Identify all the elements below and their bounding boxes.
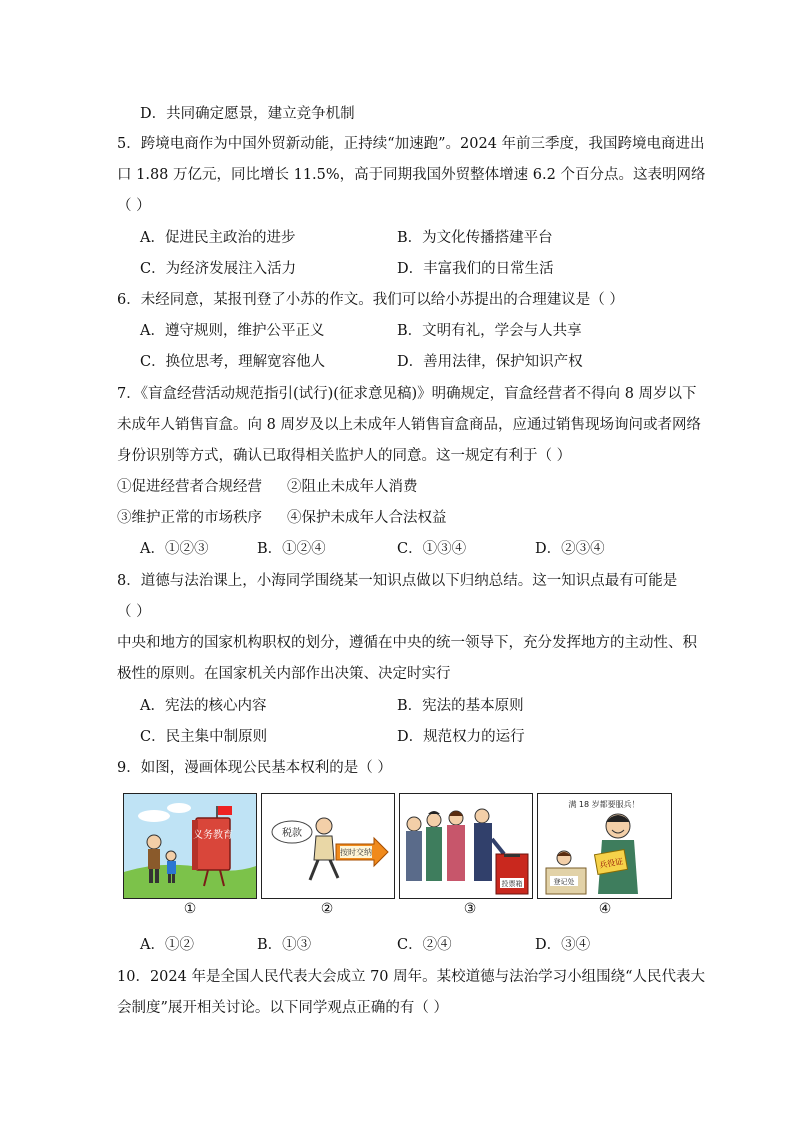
q7-item-3: ③维护正常的市场秩序 (117, 510, 262, 526)
panel-caption-1: ① (183, 901, 197, 917)
q10-stem-line1: 10．2024 年是全国人民代表大会成立 70 周年。某校道德与法治学习小组围绕“人民代表大 (117, 969, 706, 985)
panel-caption-2: ② (320, 901, 334, 917)
q8-option-b: B．宪法的基本原则 (397, 698, 524, 714)
cartoon-military-service-image (538, 794, 671, 898)
q7-stem-line2: 未成年人销售盲盒。向 8 周岁及以上未成年人销售盲盒商品，应通过销售现场询问或者网络 (117, 417, 701, 433)
q8-option-d: D．规范权力的运行 (397, 729, 525, 745)
q5-option-a: A．促进民主政治的进步 (140, 230, 296, 246)
q5-stem-line1: 5．跨境电商作为中国外贸新动能，正持续“加速跑”。2024 年前三季度，我国跨境电商进出 (117, 136, 705, 152)
book-label: 义务教育 (193, 830, 233, 841)
q7-item-2: ②阻止未成年人消费 (287, 479, 418, 495)
q7-item-4: ④保护未成年人合法权益 (287, 510, 447, 526)
q9-stem-line1: 9．如图，漫画体现公民基本权利的是（ ） (117, 760, 392, 776)
q6-option-b: B．文明有礼，学会与人共享 (397, 323, 582, 339)
military-panel-title: 满 18 岁都要服兵！ (568, 800, 640, 809)
q5-stem-line2: 口 1.88 万亿元，同比增长 11.5%，高于同期我国外贸整体增速 6.2 个百分点。这表明网络 (117, 167, 706, 183)
cartoon-tax-image (262, 794, 394, 898)
cartoon-voting-image (400, 794, 532, 898)
q9-option-c: C．②④ (397, 937, 452, 953)
q8-option-c: C．民主集中制原则 (140, 729, 268, 745)
cartoon-education-image (124, 794, 256, 898)
q5-option-d: D．丰富我们的日常生活 (397, 261, 554, 277)
q7-option-b: B．①②④ (257, 541, 326, 557)
cartoon-panel-3 (399, 793, 533, 899)
q6-stem-line1: 6．未经同意，某报刊登了小苏的作文。我们可以给小苏提出的合理建议是（ ） (117, 292, 624, 308)
q6-option-d: D．善用法律，保护知识产权 (397, 354, 583, 370)
registration-desk-label: 登记处 (553, 878, 575, 886)
q6-option-a: A．遵守规则，维护公平正义 (140, 323, 325, 339)
q5-option-b: B．为文化传播搭建平台 (397, 230, 553, 246)
q5-answer-blank: （ ） (117, 198, 151, 214)
tax-bag-label: 税款 (282, 828, 302, 839)
panel-caption-3: ③ (463, 901, 477, 917)
q8-answer-blank: （ ） (117, 604, 151, 620)
ballot-box-label: 投票箱 (501, 880, 523, 888)
q6-option-c: C．换位思考，理解宽容他人 (140, 354, 326, 370)
q8-material-line2: 极性的原则。在国家机关内部作出决策、决定时实行 (117, 666, 451, 682)
q5-option-c: C．为经济发展注入活力 (140, 261, 297, 277)
q7-option-a: A．①②③ (140, 541, 209, 557)
q7-option-d: D．②③④ (535, 541, 605, 557)
q9-option-d: D．③④ (535, 937, 591, 953)
q7-stem-line3: 身份识别等方式，确认已取得相关监护人的同意。这一规定有利于（ ） (117, 448, 572, 464)
q8-stem-line1: 8．道德与法治课上，小海同学围绕某一知识点做以下归纳总结。这一知识点最有可能是 (117, 573, 678, 589)
q10-stem-line2: 会制度”展开相关讨论。以下同学观点正确的有（ ） (117, 1000, 449, 1016)
panel-caption-4: ④ (598, 901, 612, 917)
cartoon-panel-2 (261, 793, 395, 899)
q4-option-d: D．共同确定愿景，建立竞争机制 (140, 106, 355, 122)
q8-material-line1: 中央和地方的国家机构职权的划分，遵循在中央的统一领导下，充分发挥地方的主动性、积 (117, 635, 697, 651)
q8-option-a: A．宪法的核心内容 (140, 698, 267, 714)
cartoon-panel-1 (123, 793, 257, 899)
cartoon-panel-4 (537, 793, 672, 899)
q9-option-b: B．①③ (257, 937, 312, 953)
tax-arrow-sign: 按时交纳 (340, 848, 372, 857)
q7-option-c: C．①③④ (397, 541, 467, 557)
q7-item-1: ①促进经营者合规经营 (117, 479, 262, 495)
q9-option-a: A．①② (140, 937, 194, 953)
q7-stem-line1: 7．《盲盒经营活动规范指引(试行)(征求意见稿)》明确规定，盲盒经营者不得向 8 周岁以下 (117, 386, 697, 402)
military-card-label: 兵役证 (598, 856, 624, 870)
